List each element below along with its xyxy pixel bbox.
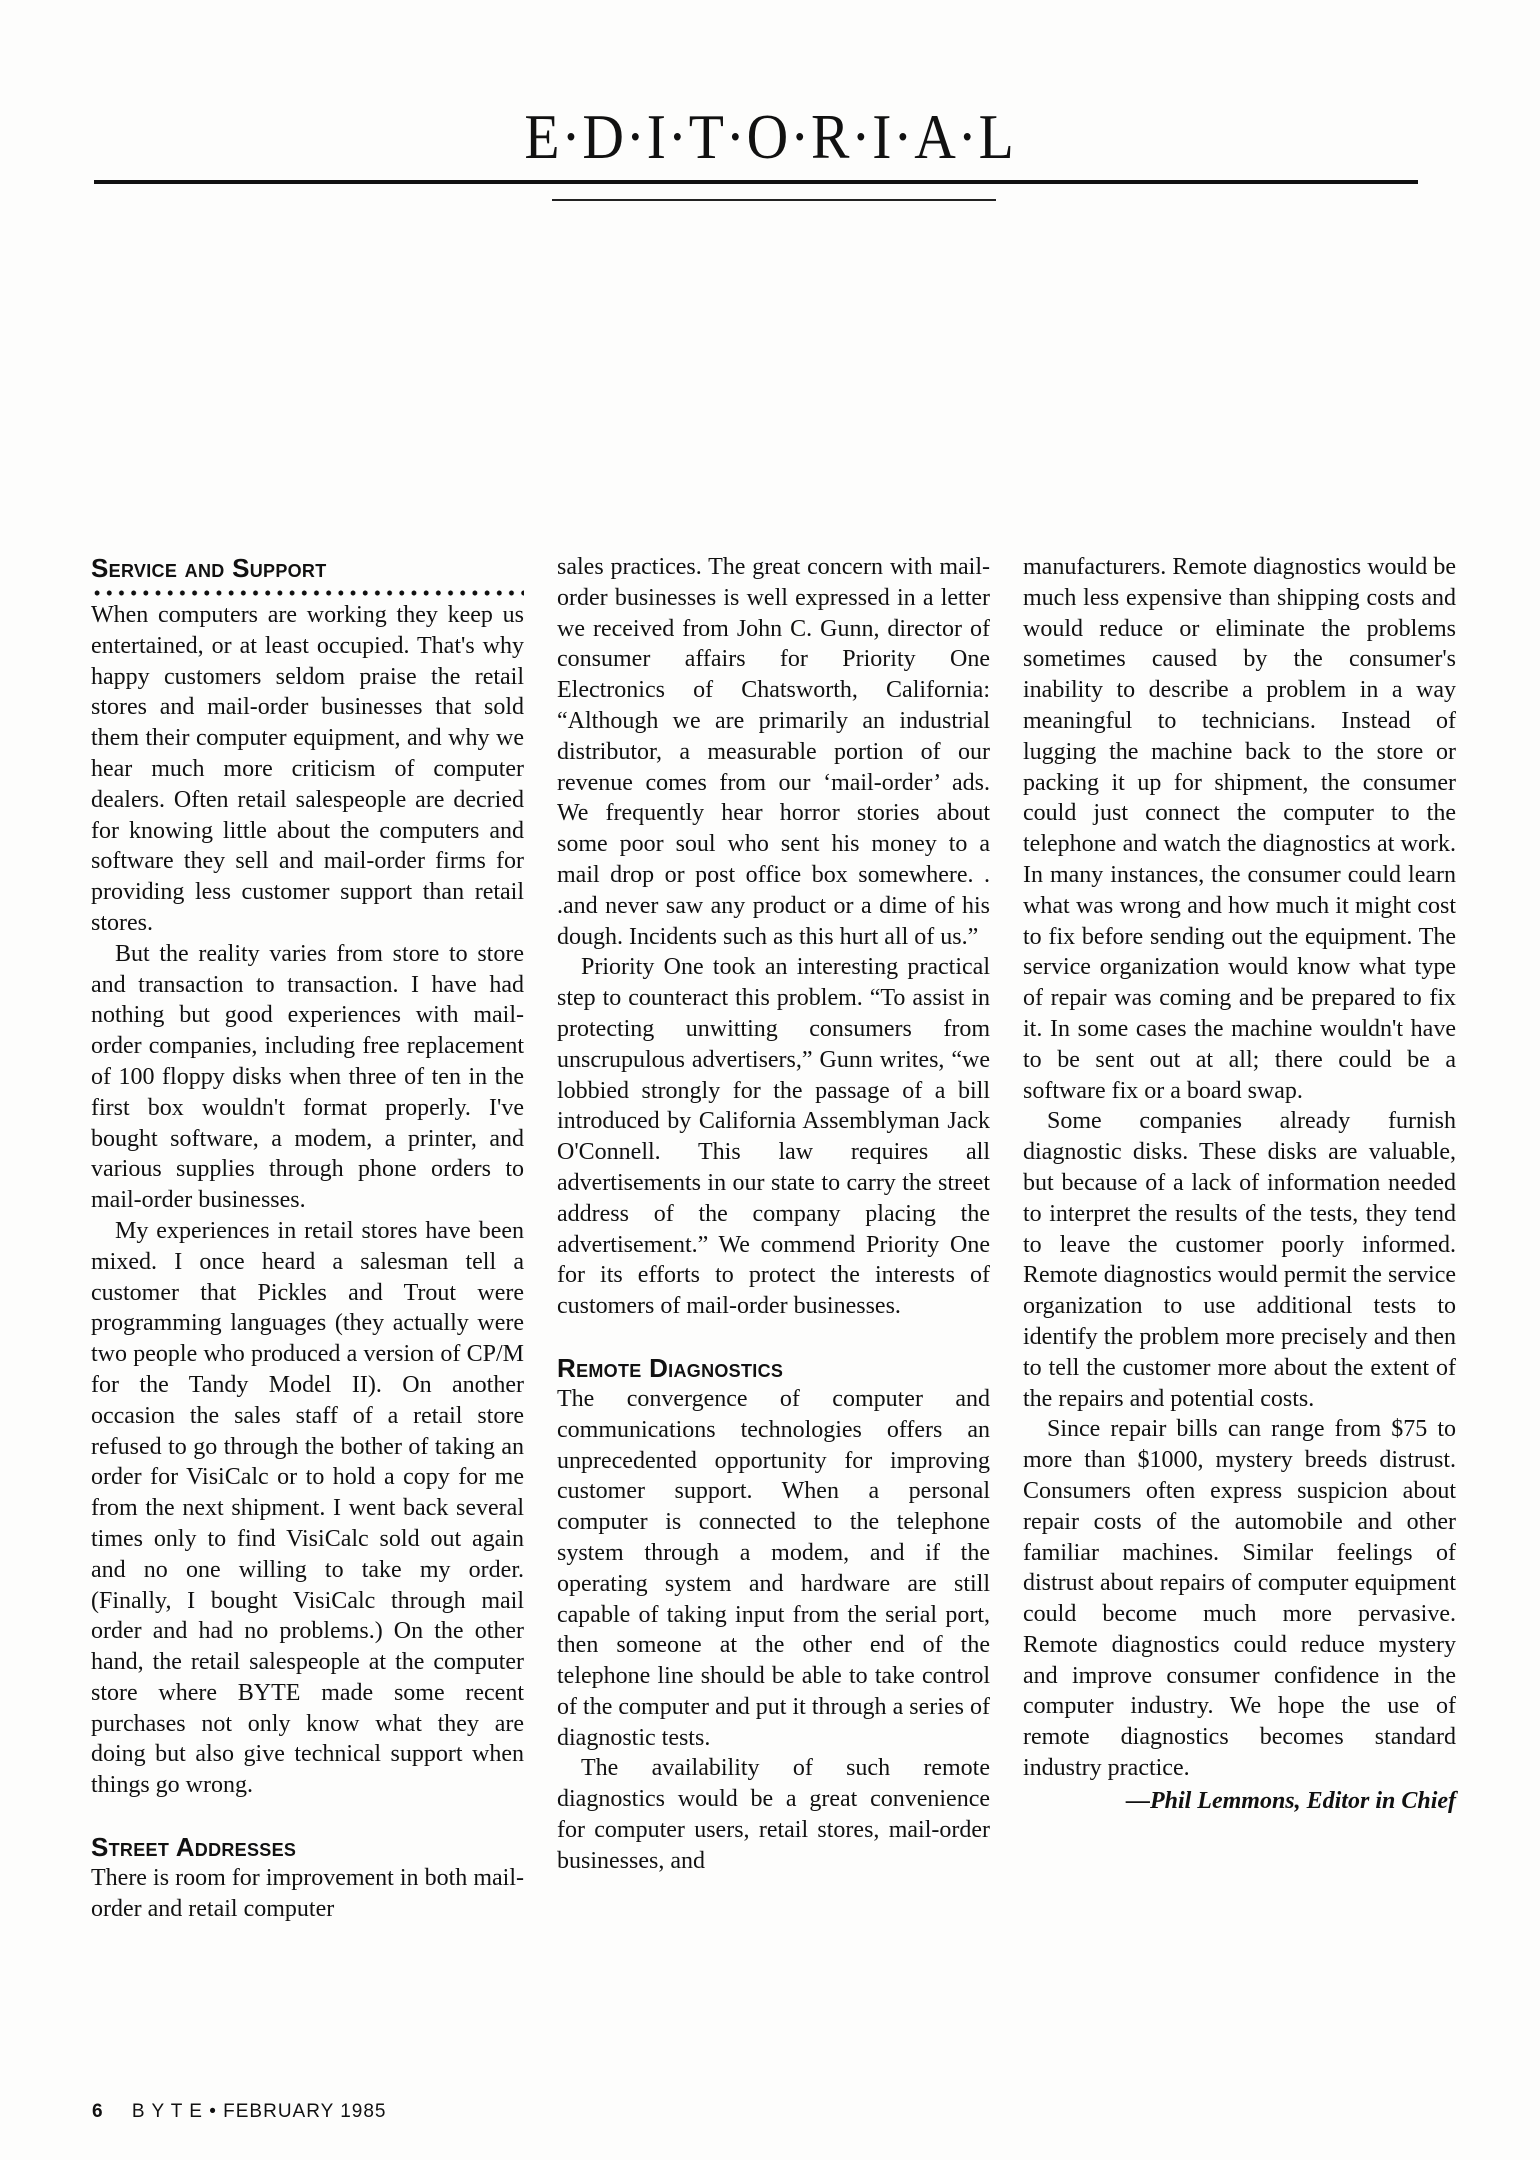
dotted-rule [91, 590, 524, 596]
page-number: 6 [92, 2101, 104, 2122]
paragraph: The availability of such remote diagnostics would be a great convenience for computer users, retail stores, mail-order businesses, and [557, 1755, 990, 1874]
paragraph: Some companies already furnish diagnostic disks. These disks are valuable, but because of a lack of information needed to interpret the results of the tests, they tend to leave the customer poorly informed. Remote diagnostics would permit the service organization to use additional tests to identify the problem more precisely and then to tell the customer more about the extent of the repairs and potential costs. [1023, 1108, 1456, 1412]
paragraph: There is room for improvement in both mail-order and retail computer [91, 1865, 524, 1922]
paragraph: My experiences in retail stores have been mixed. I once heard a salesman tell a customer that Pickles and Trout were programming languages (they actually were two people who produced a version of CP/M for the Tandy Model II). On another occasion the sales staff of a retail store refused to go through the bother of taking an order for VisiCalc or to hold a copy for me from the next shipment. I went back several times only to find VisiCalc sold out again and no one willing to take my order. (Finally, I bought VisiCalc through mail order and had no problems.) On the other hand, the retail salespeople at the computer store where BYTE made some recent purchases not only know what they are doing but also give technical support when things go wrong. [91, 1217, 524, 1799]
column-2 [557, 552, 990, 2072]
paragraph: Priority One took an interesting practical step to counteract this problem. “To assist in protecting unwitting consumers from unscrupulous advertisers,” Gunn writes, “we lobbied strongly for the passage of a bill introduced by California Assemblyman Jack O'Connell. This law requires all advertisements in our state to carry the street address of the company placing the advertisement.” We commend Priority One for its efforts to protect the interests of customers of mail-order businesses. [557, 954, 990, 1320]
article-body [91, 552, 1456, 2072]
paragraph: But the reality varies from store to store and transaction to transaction. I have had nothing but good experiences with mail-order companies, including free replacement of 100 floppy disks when three of ten in the first box wouldn't format properly. I've bought software, a modem, a printer, and various supplies through phone orders to mail-order businesses. [91, 940, 524, 1214]
page-title: E·D·I·T·O·R·I·A·L [524, 101, 1016, 172]
header-rule [94, 180, 1418, 184]
publication-line: B Y T E • FEBRUARY 1985 [131, 2101, 387, 2122]
paragraph: manufacturers. Remote diagnostics would be much less expensive than shipping costs and would reduce or eliminate the problems sometimes caused by the consumer's inability to describe a problem in a way meaningful to technicians. Instead of lugging the machine back to the store or packing it up for shipment, the consumer could just connect the computer to the telephone and watch the diagnostics at work. In many instances, the consumer could learn what was wrong and how much it might cost to fix before sending out the equipment. The service organization would know what type of repair was coming and be prepared to fix it. In some cases the machine wouldn't have to be sent out at all; there could be a software fix or a board swap. [1023, 554, 1456, 1104]
paragraph: Since repair bills can range from $75 to more than $1000, mystery breeds distrust. Consumers often express suspicion about repair costs of the automobile and other familiar machines. Similar feelings of distrust about repairs of computer equipment could become much more pervasive. Remote diagnostics could reduce mystery and improve consumer confidence in the computer industry. We hope the use of remote diagnostics becomes standard industry practice. [1023, 1416, 1456, 1782]
section-heading: Remote Diagnostics [557, 1352, 784, 1383]
author-signature: —Phil Lemmons, Editor in Chief [1125, 1787, 1456, 1814]
section-heading: Street Addresses [91, 1832, 297, 1863]
paragraph: When computers are working they keep us entertained, or at least occupied. That's why happy customers seldom praise the retail stores and mail-order businesses that sold them their computer equipment, and why we hear much more criticism of computer dealers. Often retail salespeople are decried for knowing little about the computers and software they sell and mail-order firms for providing less customer support than retail stores. [91, 602, 524, 936]
header-subrule [552, 199, 996, 201]
section-heading: Service and Support [91, 553, 327, 583]
page-footer [92, 2100, 386, 2124]
column-3 [1023, 552, 1456, 2072]
column-1 [91, 552, 524, 2072]
paragraph: sales practices. The great concern with mail-order businesses is well expressed in a letter we received from John C. Gunn, director of consumer affairs for Priority One Electronics of Chatsworth, California: “Although we are primarily an industrial distributor, a measurable portion of our revenue comes from our ‘mail-order’ ads. We frequently hear horror stories about some poor soul who sent his money to a mail drop or post office box somewhere. . .and never saw any product or a dime of his dough. Incidents such as this hurt all of us.” [557, 554, 990, 950]
paragraph: The convergence of computer and communications technologies offers an unprecedented opportunity for improving customer support. When a personal computer is connected to the telephone system through a modem, and if the operating system and hardware are still capable of taking input from the serial port, then someone at the other end of the telephone line should be able to take control of the computer and put it through a series of diagnostic tests. [557, 1385, 990, 1751]
